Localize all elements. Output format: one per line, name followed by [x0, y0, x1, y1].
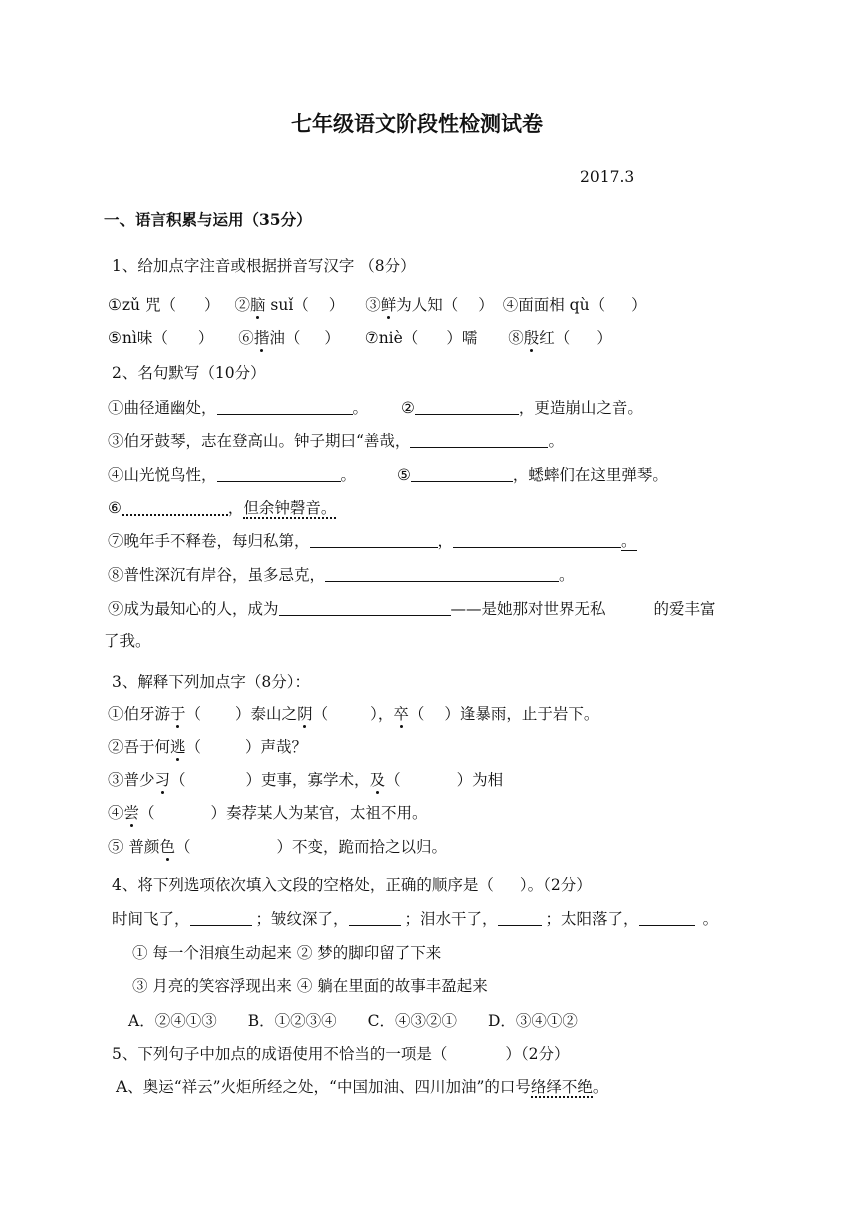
answer-blank[interactable]: [279, 600, 451, 616]
question-2-line-2: ③伯牙鼓琴，志在登高山。钟子期曰“善哉， 。: [108, 432, 564, 450]
question-4-title: 4、将下列选项依次填入文段的空格处，正确的顺序是（ ）。（2分）: [112, 876, 592, 894]
answer-blank[interactable]: [639, 910, 695, 926]
question-4-choices: A．②④①③ B．①②③④ C．④③②① D．③④①②: [128, 1012, 578, 1030]
dotted-char: 及: [369, 771, 386, 789]
question-3-line-5: ⑤ 普颜色（ ）不变，跪而拾之以归。: [108, 838, 447, 856]
question-1-line-1: ①zǔ 咒（ ） ②脑 suǐ（ ） ③鲜为人知（ ） ④面面相 qù（ ）: [108, 296, 647, 314]
answer-blank[interactable]: [349, 910, 401, 926]
dotted-char: 阴: [297, 705, 313, 723]
answer-blank[interactable]: [415, 399, 519, 415]
answer-blank[interactable]: [190, 910, 252, 926]
question-1-title: 1、给加点字注音或根据拼音写汉字 （8分）: [112, 257, 416, 275]
page-title: 七年级语文阶段性检测试卷: [291, 111, 543, 136]
answer-blank[interactable]: [217, 399, 353, 415]
dotted-char: 习: [154, 771, 171, 789]
exam-date: 2017.3: [580, 168, 635, 186]
question-2-line-8: 了我。: [104, 632, 151, 650]
dotted-char: 脑: [249, 296, 266, 314]
dotted-char: 揩: [253, 329, 270, 347]
dotted-char: 殷: [523, 329, 540, 347]
question-4-options-1: ① 每一个泪痕生动起来 ② 梦的脚印留了下来: [132, 944, 442, 962]
question-3-line-3: ③普少习（ ）吏事，寡学术，及（ ）为相: [108, 771, 504, 789]
answer-blank[interactable]: [325, 566, 559, 582]
question-3-line-4: ④尝（ ）奏荐某人为某官，太祖不用。: [108, 804, 428, 822]
question-1-line-2: ⑤nì味（ ） ⑥揩油（ ） ⑦niè（ ）嚅 ⑧殷红（ ）: [108, 329, 612, 347]
answer-blank[interactable]: [453, 532, 621, 548]
question-2-line-4: ⑥ ，但余钟磬音。: [108, 499, 337, 517]
dotted-char: 逃: [170, 738, 186, 756]
dotted-char: 鲜: [380, 296, 397, 314]
question-4-passage: 时间飞了， ；皱纹深了， ；泪水干了， ；太阳落了， 。: [112, 910, 719, 928]
answer-blank[interactable]: [410, 432, 548, 448]
dotted-char: 于: [170, 705, 186, 723]
answer-blank[interactable]: [217, 466, 341, 482]
question-2-line-1: ①曲径通幽处， 。 ② ，更造崩山之音。: [108, 399, 643, 417]
dotted-char: 卒: [393, 705, 409, 723]
dotted-char: 尝: [123, 804, 140, 822]
question-5-title: 5、下列句子中加点的成语使用不恰当的一项是（ ）（2分）: [112, 1045, 570, 1063]
question-4-options-2: ③ 月亮的笑容浮现出来 ④ 躺在里面的故事丰盈起来: [132, 977, 488, 995]
question-5-option-a: A、奥运“祥云”火炬所经之处，“中国加油、四川加油”的口号络绎不绝。: [116, 1078, 609, 1096]
question-2-title: 2、名句默写（10分）: [112, 364, 266, 382]
answer-blank[interactable]: [498, 910, 542, 926]
question-3-line-1: ①伯牙游于（ ）泰山之阴（ ），卒（ ）逢暴雨，止于岩下。: [108, 705, 600, 723]
answer-blank[interactable]: [122, 499, 228, 516]
question-2-line-3: ④山光悦鸟性， 。 ⑤ ，蟋蟀们在这里弹琴。: [108, 466, 668, 484]
question-2-line-6: ⑧普性深沉有岸谷，虽多忌克， 。: [108, 566, 575, 584]
section-heading: 一、语言积累与运用（35分）: [104, 210, 312, 229]
answer-blank[interactable]: [310, 532, 438, 548]
dotted-char: 色: [159, 838, 175, 856]
question-3-line-2: ②吾于何逃（ ）声哉？: [108, 738, 308, 756]
question-2-line-5: ⑦晚年手不释卷，每归私第， ， 。: [108, 532, 637, 550]
question-2-line-7: ⑨成为最知心的人，成为 ——是她那对世界无私 的爱丰富: [108, 600, 716, 618]
dotted-idiom: 络绎不绝: [530, 1078, 593, 1096]
answer-blank[interactable]: [411, 466, 513, 482]
question-3-title: 3、解释下列加点字（8分）：: [112, 673, 310, 691]
